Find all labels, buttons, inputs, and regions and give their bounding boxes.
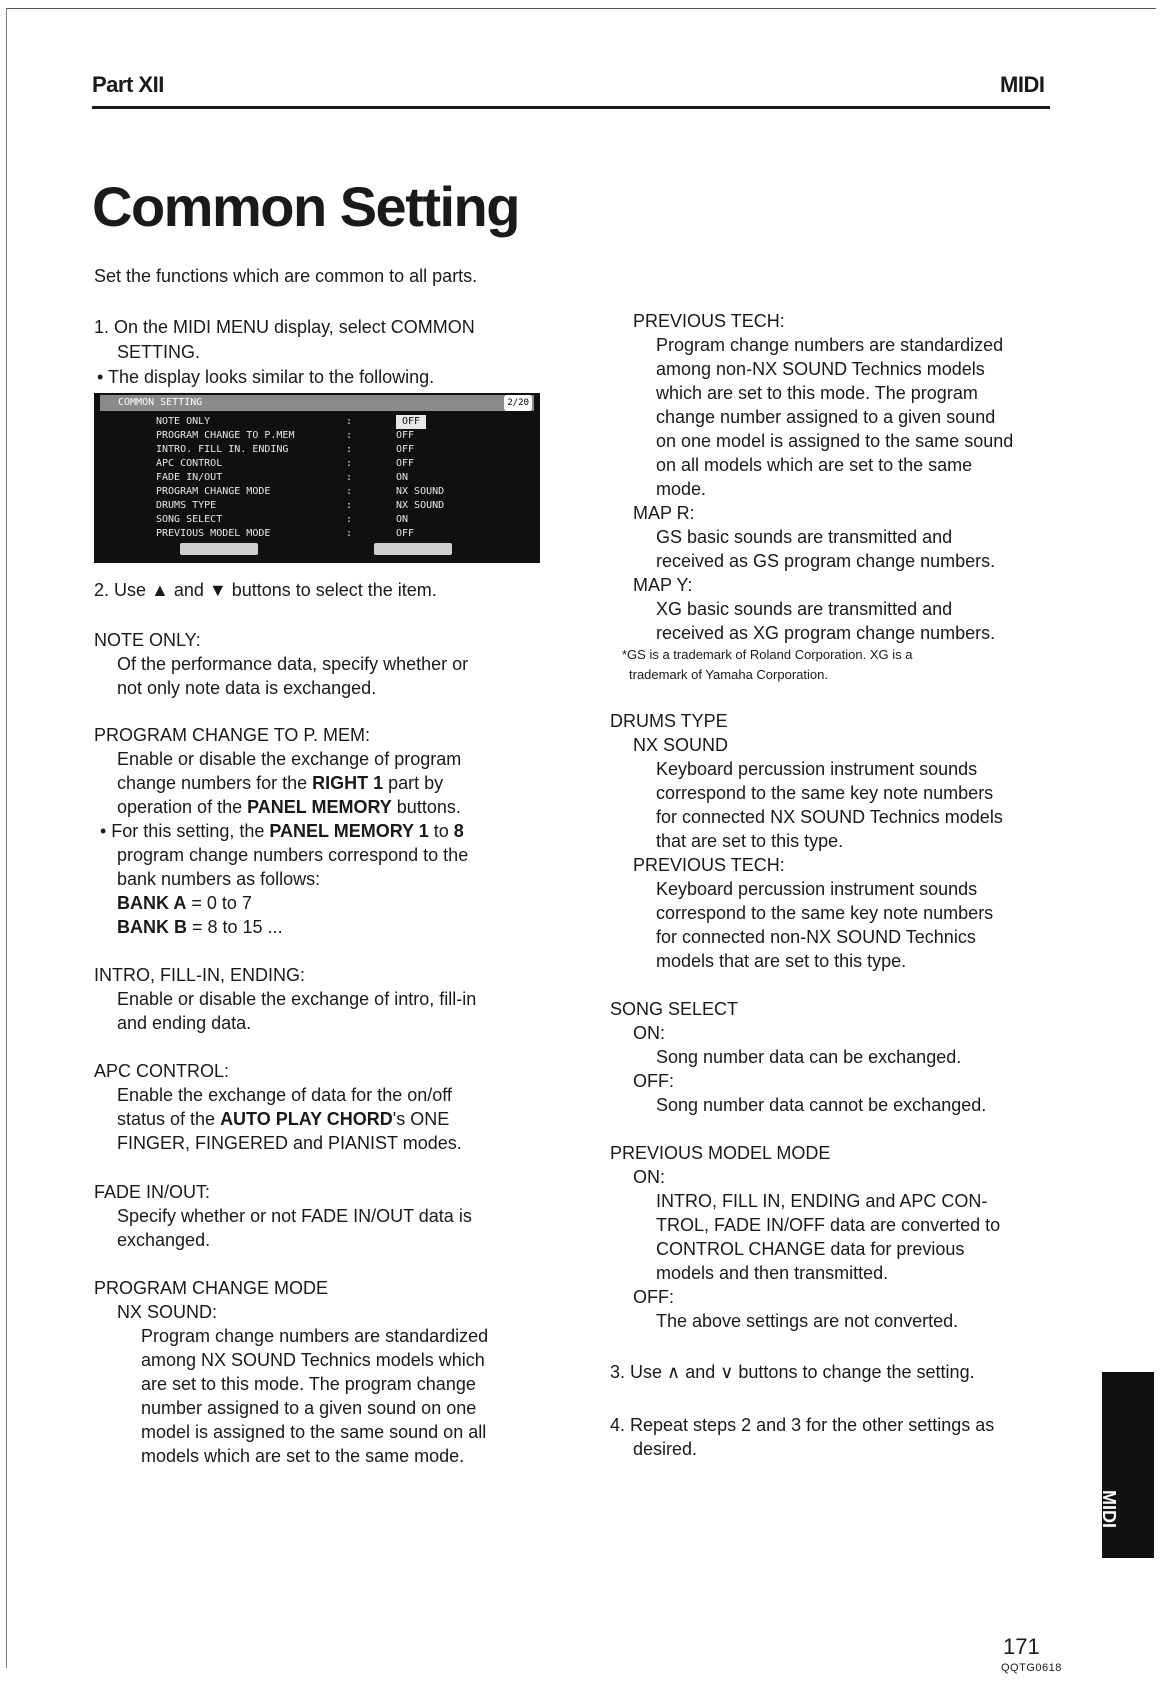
heading-fade-in-out: FADE IN/OUT: <box>94 1182 211 1202</box>
bank-b-value: = 8 to 15 ... <box>187 917 283 937</box>
drums-nx-text: correspond to the same key note numbers <box>656 783 994 803</box>
text-run: status of the <box>117 1109 221 1129</box>
prev-tech-text: among non-NX SOUND Technics models <box>656 359 985 379</box>
pc-pmem-bullet-text: program change numbers correspond to the <box>117 845 469 865</box>
subheading-off: OFF: <box>633 1287 674 1307</box>
lcd-item: DRUMS TYPE <box>156 500 217 511</box>
lcd-value: OFF <box>396 528 415 539</box>
lcd-row <box>156 457 486 471</box>
pc-pmem-text <box>117 771 443 795</box>
map-y-text: received as XG program change numbers. <box>656 623 996 643</box>
section-label: MIDI <box>1000 72 1045 97</box>
text-run: • For this setting, the <box>100 821 270 841</box>
heading-previous-tech: PREVIOUS TECH: <box>633 311 785 331</box>
lcd-sep: : <box>346 528 353 539</box>
lcd-item: INTRO. FILL IN. ENDING <box>156 444 289 455</box>
apc-text <box>117 1107 449 1131</box>
step-1-cont: SETTING. <box>117 342 201 362</box>
text-run: buttons. <box>391 797 461 817</box>
pmm-on-text: CONTROL CHANGE data for previous <box>656 1239 965 1259</box>
pcm-nx-text: Program change numbers are standardized <box>141 1326 489 1346</box>
subheading-nx-sound: NX SOUND: <box>117 1302 218 1322</box>
text-run: to <box>428 821 454 841</box>
pc-pmem-bullet <box>100 819 464 843</box>
pcm-nx-text: are set to this mode. The program change <box>141 1374 476 1394</box>
heading-apc-control: APC CONTROL: <box>94 1061 230 1081</box>
lcd-title-bar <box>100 395 534 411</box>
lcd-row <box>156 471 486 485</box>
map-r-text: received as GS program change numbers. <box>656 551 996 571</box>
lcd-soft-button-left <box>180 543 258 555</box>
bold-term: AUTO PLAY CHORD <box>220 1109 393 1129</box>
lcd-row <box>156 443 486 457</box>
note-only-text: not only note data is exchanged. <box>117 678 377 698</box>
lcd-item: SONG SELECT <box>156 514 223 525</box>
side-tab-label: MIDI <box>1099 1490 1119 1528</box>
prev-tech-text: which are set to this mode. The program <box>656 383 978 403</box>
step-4: 4. Repeat steps 2 and 3 for the other settings as <box>610 1415 995 1435</box>
frame-top-line <box>6 8 1156 9</box>
subheading-on: ON: <box>633 1167 666 1187</box>
pcm-nx-text: number assigned to a given sound on one <box>141 1398 477 1418</box>
lcd-item: PROGRAM CHANGE MODE <box>156 486 271 497</box>
lcd-value: OFF <box>396 430 415 441</box>
drums-nx-text: for connected NX SOUND Technics models <box>656 807 1003 827</box>
lcd-item: APC CONTROL <box>156 458 223 469</box>
step-4-cont: desired. <box>633 1439 698 1459</box>
lcd-row <box>156 485 486 499</box>
lcd-sep: : <box>346 416 353 427</box>
lcd-title: COMMON SETTING <box>118 397 203 408</box>
bank-b-label: BANK B <box>117 917 187 937</box>
pcm-nx-text: among NX SOUND Technics models which <box>141 1350 485 1370</box>
lcd-value: NX SOUND <box>396 486 445 497</box>
lcd-soft-button-right <box>374 543 452 555</box>
heading-song-select: SONG SELECT <box>610 999 739 1019</box>
heading-intro-fill-in-ending: INTRO, FILL-IN, ENDING: <box>94 965 306 985</box>
subheading-nx-sound: NX SOUND <box>633 735 729 755</box>
bank-b-line <box>117 915 283 939</box>
text-run: part by <box>383 773 444 793</box>
fade-text: exchanged. <box>117 1230 211 1250</box>
lcd-value: NX SOUND <box>396 500 445 511</box>
heading-map-r: MAP R: <box>633 503 695 523</box>
part-label: Part XII <box>92 72 164 97</box>
prev-tech-text: mode. <box>656 479 707 499</box>
heading-drums-type: DRUMS TYPE <box>610 711 728 731</box>
lcd-sep: : <box>346 444 353 455</box>
pc-pmem-text: Enable or disable the exchange of program <box>117 749 462 769</box>
lcd-value: OFF <box>396 444 415 455</box>
drums-pt-text: models that are set to this type. <box>656 951 907 971</box>
text-run: 's ONE <box>392 1109 450 1129</box>
apc-text: FINGER, FINGERED and PIANIST modes. <box>117 1133 462 1153</box>
intro-text: Enable or disable the exchange of intro, fill-in <box>117 989 477 1009</box>
prev-tech-text: Program change numbers are standardized <box>656 335 1004 355</box>
map-y-text: XG basic sounds are transmitted and <box>656 599 953 619</box>
lcd-sep: : <box>346 472 353 483</box>
lcd-value-selected: OFF <box>396 415 426 429</box>
pc-pmem-text <box>117 795 461 819</box>
lcd-value: OFF <box>396 458 415 469</box>
bold-term: RIGHT 1 <box>312 773 384 793</box>
map-r-text: GS basic sounds are transmitted and <box>656 527 953 547</box>
prev-tech-text: on one model is assigned to the same sound <box>656 431 1014 451</box>
song-on-text: Song number data can be exchanged. <box>656 1047 962 1067</box>
text-run: operation of the <box>117 797 248 817</box>
drums-nx-text: that are set to this type. <box>656 831 844 851</box>
lcd-row <box>156 513 486 527</box>
note-only-text: Of the performance data, specify whether or <box>117 654 469 674</box>
bold-term: PANEL MEMORY <box>247 797 392 817</box>
bold-term: 8 <box>453 821 464 841</box>
intro-text: Set the functions which are common to all parts. <box>94 266 478 286</box>
lcd-page-indicator: 2/20 <box>504 395 532 411</box>
page-number: 171 <box>1003 1634 1040 1659</box>
lcd-sep: : <box>346 458 353 469</box>
lcd-row <box>156 415 486 429</box>
text-run: change numbers for the <box>117 773 313 793</box>
heading-note-only: NOTE ONLY: <box>94 630 201 650</box>
pcm-nx-text: models which are set to the same mode. <box>141 1446 465 1466</box>
subheading-previous-tech: PREVIOUS TECH: <box>633 855 785 875</box>
frame-left-line <box>6 8 7 1668</box>
lcd-item: PREVIOUS MODEL MODE <box>156 528 271 539</box>
section-side-tab <box>1099 1372 1154 1558</box>
fade-text: Specify whether or not FADE IN/OUT data is <box>117 1206 472 1226</box>
heading-program-change-mode: PROGRAM CHANGE MODE <box>94 1278 329 1298</box>
lcd-value: ON <box>396 514 409 525</box>
pmm-on-text: TROL, FADE IN/OFF data are converted to <box>656 1215 1001 1235</box>
apc-text: Enable the exchange of data for the on/off <box>117 1085 452 1105</box>
step-2: 2. Use ▲ and ▼ buttons to select the item. <box>94 580 437 600</box>
step-1-bullet: • The display looks similar to the following. <box>97 367 435 387</box>
pmm-off-text: The above settings are not converted. <box>656 1311 959 1331</box>
drums-nx-text: Keyboard percussion instrument sounds <box>656 759 978 779</box>
subheading-off: OFF: <box>633 1071 674 1091</box>
bank-a-value: = 0 to 7 <box>186 893 252 913</box>
heading-map-y: MAP Y: <box>633 575 693 595</box>
pc-pmem-bullet-text: bank numbers as follows: <box>117 869 321 889</box>
lcd-display <box>94 393 540 563</box>
bank-a-line <box>117 891 252 915</box>
drums-pt-text: correspond to the same key note numbers <box>656 903 994 923</box>
heading-previous-model-mode: PREVIOUS MODEL MODE <box>610 1143 831 1163</box>
bank-a-label: BANK A <box>117 893 187 913</box>
page-title: Common Setting <box>92 175 519 238</box>
lcd-sep: : <box>346 430 353 441</box>
lcd-value: ON <box>396 472 409 483</box>
step-1: 1. On the MIDI MENU display, select COMMON <box>94 317 475 337</box>
lcd-item: FADE IN/OUT <box>156 472 223 483</box>
lcd-row <box>156 527 486 541</box>
lcd-sep: : <box>346 500 353 511</box>
pmm-on-text: INTRO, FILL IN, ENDING and APC CON- <box>656 1191 988 1211</box>
prev-tech-text: on all models which are set to the same <box>656 455 973 475</box>
lcd-sep: : <box>346 514 353 525</box>
footnote: *GS is a trademark of Roland Corporation. XG is a <box>622 647 913 662</box>
lcd-item: NOTE ONLY <box>156 416 211 427</box>
bold-term: PANEL MEMORY 1 <box>269 821 429 841</box>
heading-program-change-pmem: PROGRAM CHANGE TO P. MEM: <box>94 725 371 745</box>
header-rule <box>92 106 1050 109</box>
step-3: 3. Use ∧ and ∨ buttons to change the setting. <box>610 1362 975 1382</box>
song-off-text: Song number data cannot be exchanged. <box>656 1095 987 1115</box>
pcm-nx-text: model is assigned to the same sound on all <box>141 1422 487 1442</box>
subheading-on: ON: <box>633 1023 666 1043</box>
footnote: trademark of Yamaha Corporation. <box>629 667 828 682</box>
lcd-item: PROGRAM CHANGE TO P.MEM <box>156 430 295 441</box>
pmm-on-text: models and then transmitted. <box>656 1263 889 1283</box>
prev-tech-text: change number assigned to a given sound <box>656 407 996 427</box>
lcd-sep: : <box>346 486 353 497</box>
document-code: QQTG0618 <box>1001 1662 1062 1674</box>
intro-text: and ending data. <box>117 1013 252 1033</box>
lcd-row <box>156 499 486 513</box>
drums-pt-text: for connected non-NX SOUND Technics <box>656 927 976 947</box>
lcd-row <box>156 429 486 443</box>
drums-pt-text: Keyboard percussion instrument sounds <box>656 879 978 899</box>
